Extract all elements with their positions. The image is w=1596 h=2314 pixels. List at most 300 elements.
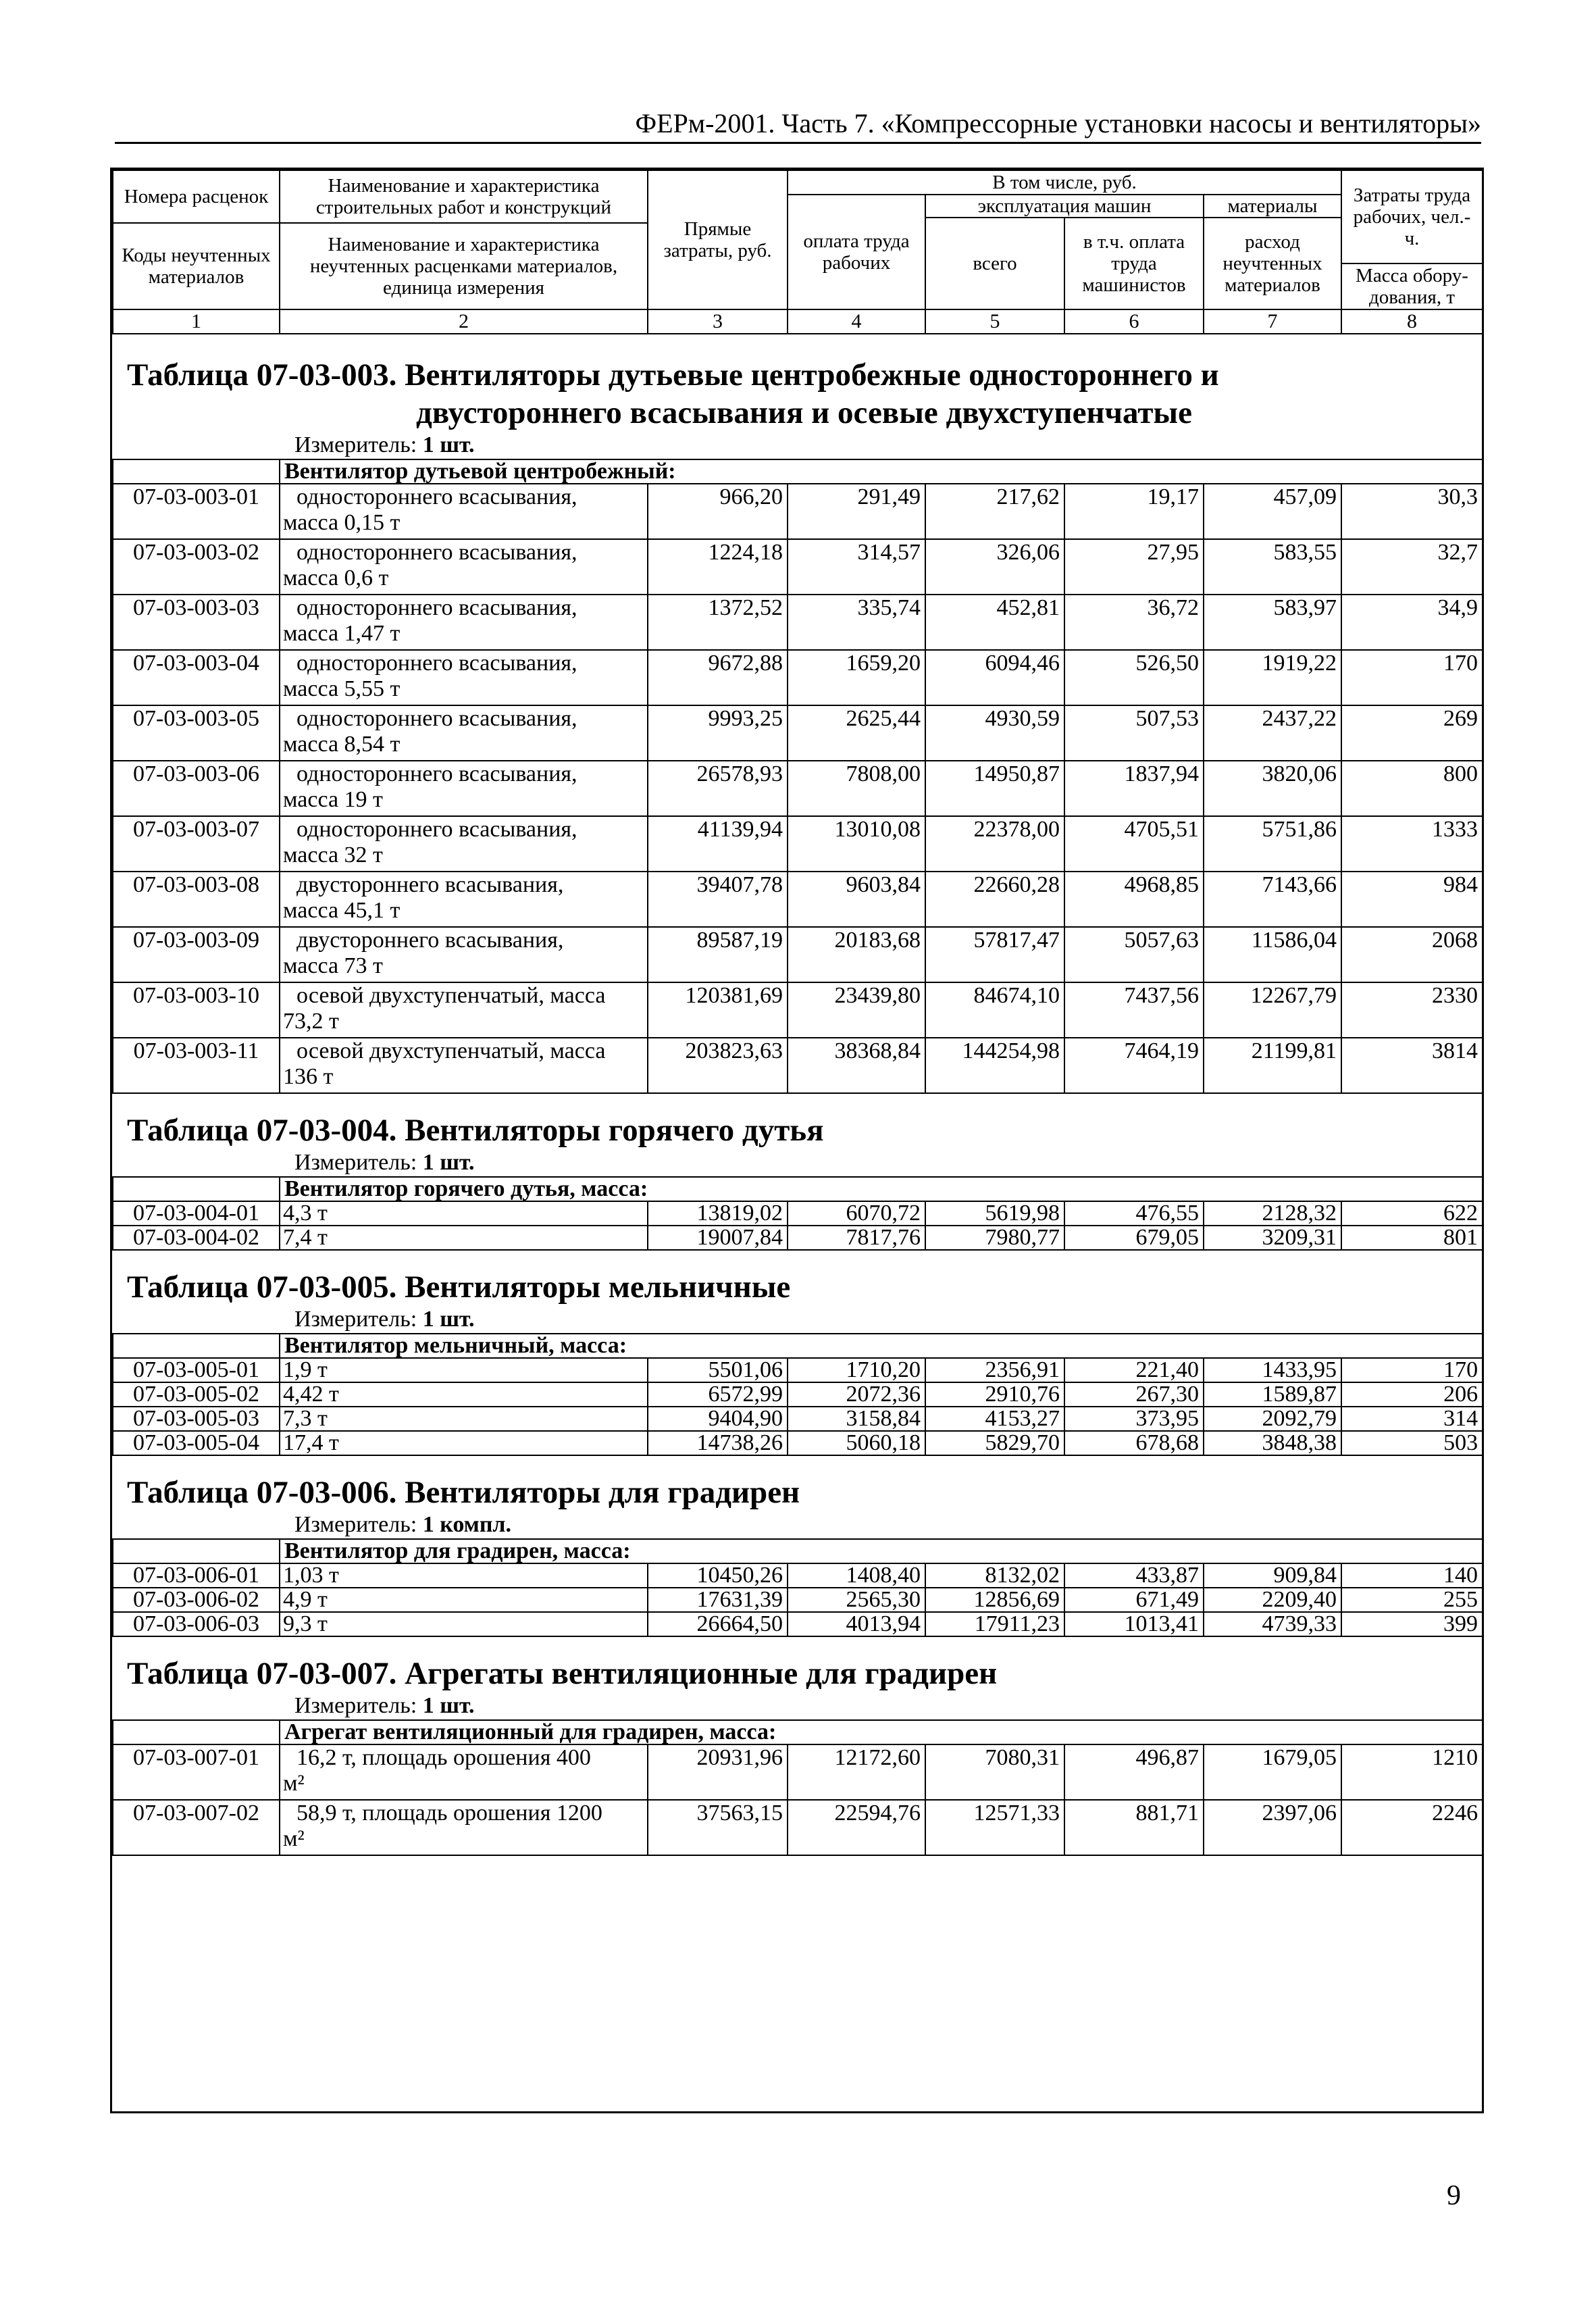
materials-cost: 2092,79 [1204, 1407, 1341, 1431]
rate-name-line1: 1,03 т [283, 1563, 339, 1588]
worker-pay: 2625,44 [788, 705, 925, 761]
materials-cost: 2437,22 [1204, 705, 1341, 761]
rate-name [280, 1588, 648, 1612]
machines-total: 22378,00 [925, 816, 1064, 872]
col8-bottom-header: Масса обору-дования, т [1341, 263, 1483, 309]
group-name: Вентилятор мельничный, масса: [280, 1334, 1483, 1358]
rate-name [280, 1800, 648, 1855]
table-row [113, 1612, 1483, 1636]
labor-hours: 3814 [1341, 1038, 1483, 1093]
materials-cost: 1589,87 [1204, 1382, 1341, 1407]
rate-name-line2: масса 0,6 т [283, 565, 389, 590]
direct-cost: 9672,88 [648, 650, 788, 705]
machines-total: 5829,70 [925, 1431, 1064, 1455]
rate-code: 07-03-003-02 [113, 539, 280, 595]
rate-name [280, 1358, 648, 1382]
col1-bottom-header: Коды неучтенных материалов [113, 223, 280, 309]
worker-pay: 1710,20 [788, 1358, 925, 1382]
rate-name-line2: 73,2 т [283, 1009, 339, 1034]
rate-name-line2: 136 т [283, 1064, 334, 1089]
table-row [113, 1358, 1483, 1382]
column-number: 6 [1064, 309, 1204, 334]
measure-unit [112, 1692, 1482, 1719]
rate-name-line2: масса 32 т [283, 842, 383, 867]
rate-name-line1: осевой двухступенчатый, масса [297, 983, 606, 1008]
column-number: 7 [1204, 309, 1341, 334]
group-row [113, 1539, 1483, 1563]
measure-label: Измеритель: [294, 1693, 417, 1718]
col1-top-header: Номера расценок [113, 170, 280, 223]
operator-pay: 1837,94 [1064, 761, 1204, 816]
rate-name [280, 816, 648, 872]
rate-name-line1: одностороннего всасывания, [297, 761, 577, 786]
direct-cost: 1224,18 [648, 539, 788, 595]
operator-pay: 671,49 [1064, 1588, 1204, 1612]
column-number: 3 [648, 309, 788, 334]
measure-unit [112, 1306, 1482, 1333]
rate-code: 07-03-006-02 [113, 1588, 280, 1612]
running-title: ФЕРм-2001. Часть 7. «Компрессорные установки насосы и вентиляторы» [635, 108, 1481, 139]
rate-name-line1: 17,4 т [283, 1431, 339, 1455]
labor-hours: 800 [1341, 761, 1483, 816]
table-title: Таблица 07-03-005. Вентиляторы мельничные [127, 1269, 791, 1305]
worker-pay: 4013,94 [788, 1612, 925, 1636]
measure-label: Измеритель: [294, 1512, 417, 1537]
col5-header: всего [925, 218, 1064, 309]
column-number: 1 [113, 309, 280, 334]
column-header-table [112, 170, 1483, 334]
machines-total: 217,62 [925, 484, 1064, 539]
measure-label: Измеритель: [294, 432, 417, 457]
rate-table-block [112, 334, 1482, 1094]
worker-pay: 2565,30 [788, 1588, 925, 1612]
rate-name-line1: одностороннего всасывания, [297, 540, 577, 565]
direct-cost: 39407,78 [648, 872, 788, 927]
rate-code: 07-03-005-03 [113, 1407, 280, 1431]
worker-pay: 2072,36 [788, 1382, 925, 1407]
rate-name-line2: масса 1,47 т [283, 621, 401, 646]
operator-pay: 373,95 [1064, 1407, 1204, 1431]
materials-header: материалы [1204, 195, 1341, 218]
operator-pay: 36,72 [1064, 595, 1204, 650]
rate-code: 07-03-004-02 [113, 1226, 280, 1250]
table-row [113, 595, 1483, 650]
direct-cost: 26664,50 [648, 1612, 788, 1636]
machines-total: 17911,23 [925, 1612, 1064, 1636]
labor-hours: 140 [1341, 1563, 1483, 1588]
operator-pay: 476,55 [1064, 1201, 1204, 1226]
rate-code: 07-03-003-01 [113, 484, 280, 539]
materials-cost: 3820,06 [1204, 761, 1341, 816]
machines-header: эксплуатация машин [925, 195, 1204, 218]
rate-name [280, 1563, 648, 1588]
rates-sheet [110, 168, 1484, 2113]
direct-cost: 5501,06 [648, 1358, 788, 1382]
rate-name-line1: двустороннего всасывания, [297, 872, 564, 897]
table-row [113, 982, 1483, 1038]
rate-name [280, 872, 648, 927]
group-code-cell [113, 1177, 280, 1201]
measure-unit [112, 1511, 1482, 1538]
machines-total: 7980,77 [925, 1226, 1064, 1250]
rate-name-line1: одностороннего всасывания, [297, 651, 577, 676]
rate-table [112, 459, 1483, 1094]
worker-pay: 3158,84 [788, 1407, 925, 1431]
labor-hours: 34,9 [1341, 595, 1483, 650]
rate-name-line1: 4,42 т [283, 1382, 339, 1407]
table-row [113, 1563, 1483, 1588]
rate-name [280, 1612, 648, 1636]
operator-pay: 507,53 [1064, 705, 1204, 761]
rate-code: 07-03-003-09 [113, 927, 280, 982]
measure-value: 1 шт. [422, 1307, 475, 1332]
direct-cost: 26578,93 [648, 761, 788, 816]
table-row [113, 539, 1483, 595]
operator-pay: 19,17 [1064, 484, 1204, 539]
rate-name-line1: одностороннего всасывания, [297, 595, 577, 620]
group-code-cell [113, 1539, 280, 1563]
rate-name-line1: 7,4 т [283, 1226, 328, 1250]
machines-total: 326,06 [925, 539, 1064, 595]
rate-name-line1: 9,3 т [283, 1612, 328, 1636]
rate-name-line1: одностороннего всасывания, [297, 484, 577, 509]
operator-pay: 881,71 [1064, 1800, 1204, 1855]
table-row [113, 1431, 1483, 1455]
rate-name [280, 595, 648, 650]
rate-table-block [112, 1094, 1482, 1251]
rate-name [280, 1226, 648, 1250]
materials-cost: 21199,81 [1204, 1038, 1341, 1093]
direct-cost: 14738,26 [648, 1431, 788, 1455]
rate-name [280, 927, 648, 982]
direct-cost: 9993,25 [648, 705, 788, 761]
labor-hours: 314 [1341, 1407, 1483, 1431]
machines-total: 8132,02 [925, 1563, 1064, 1588]
materials-cost: 1919,22 [1204, 650, 1341, 705]
measure-value: 1 шт. [422, 1150, 475, 1175]
machines-total: 22660,28 [925, 872, 1064, 927]
machines-total: 84674,10 [925, 982, 1064, 1038]
machines-total: 12571,33 [925, 1800, 1064, 1855]
table-row [113, 1201, 1483, 1226]
rate-code: 07-03-003-06 [113, 761, 280, 816]
direct-cost: 19007,84 [648, 1226, 788, 1250]
rate-name [280, 650, 648, 705]
worker-pay: 9603,84 [788, 872, 925, 927]
rate-name [280, 1431, 648, 1455]
rate-table-block [112, 1251, 1482, 1456]
rate-name-line2: масса 8,54 т [283, 732, 401, 757]
labor-hours: 399 [1341, 1612, 1483, 1636]
rate-table [112, 1333, 1483, 1456]
machines-total: 14950,87 [925, 761, 1064, 816]
rate-table [112, 1719, 1483, 1856]
materials-cost: 3209,31 [1204, 1226, 1341, 1250]
worker-pay: 1408,40 [788, 1563, 925, 1588]
rate-code: 07-03-006-03 [113, 1612, 280, 1636]
table-row [113, 927, 1483, 982]
labor-hours: 2068 [1341, 927, 1483, 982]
rate-name-line1: двустороннего всасывания, [297, 928, 564, 953]
rate-name-line1: 4,9 т [283, 1588, 328, 1612]
rate-name-line1: 16,2 т, площадь орошения 400 [297, 1745, 591, 1770]
operator-pay: 496,87 [1064, 1744, 1204, 1800]
rate-name-line2: масса 45,1 т [283, 898, 401, 923]
direct-cost: 9404,90 [648, 1407, 788, 1431]
machines-total: 452,81 [925, 595, 1064, 650]
materials-cost: 583,55 [1204, 539, 1341, 595]
materials-cost: 2397,06 [1204, 1800, 1341, 1855]
labor-hours: 2246 [1341, 1800, 1483, 1855]
rate-code: 07-03-003-11 [113, 1038, 280, 1093]
materials-cost: 7143,66 [1204, 872, 1341, 927]
table-row [113, 1588, 1483, 1612]
rate-name-line1: 1,9 т [283, 1358, 328, 1382]
worker-pay: 38368,84 [788, 1038, 925, 1093]
rate-name-line1: 4,3 т [283, 1201, 328, 1226]
direct-cost: 966,20 [648, 484, 788, 539]
materials-cost: 5751,86 [1204, 816, 1341, 872]
group-row [113, 1720, 1483, 1744]
worker-pay: 314,57 [788, 539, 925, 595]
rate-name [280, 1744, 648, 1800]
worker-pay: 335,74 [788, 595, 925, 650]
rate-name-line1: одностороннего всасывания, [297, 817, 577, 842]
rate-name-line1: 58,9 т, площадь орошения 1200 [297, 1801, 602, 1826]
table-row [113, 1407, 1483, 1431]
group-row [113, 1334, 1483, 1358]
rate-code: 07-03-003-04 [113, 650, 280, 705]
direct-cost: 17631,39 [648, 1588, 788, 1612]
table-title: Таблица 07-03-004. Вентиляторы горячего дутья [127, 1113, 824, 1148]
table-title: Таблица 07-03-006. Вентиляторы для градирен [127, 1475, 800, 1510]
column-number: 5 [925, 309, 1064, 334]
col4-header: оплата труда рабочих [788, 195, 925, 309]
operator-pay: 4705,51 [1064, 816, 1204, 872]
machines-total: 4930,59 [925, 705, 1064, 761]
materials-cost: 11586,04 [1204, 927, 1341, 982]
col8-top-header: Затраты труда рабочих, чел.-ч. [1341, 170, 1483, 263]
col7-header: расход неучтенных материалов [1204, 218, 1341, 309]
rate-code: 07-03-005-02 [113, 1382, 280, 1407]
worker-pay: 12172,60 [788, 1744, 925, 1800]
measure-value: 1 компл. [422, 1512, 512, 1537]
rate-name-line1: осевой двухступенчатый, масса [297, 1038, 606, 1063]
labor-hours: 269 [1341, 705, 1483, 761]
materials-cost: 909,84 [1204, 1563, 1341, 1588]
operator-pay: 5057,63 [1064, 927, 1204, 982]
direct-cost: 41139,94 [648, 816, 788, 872]
worker-pay: 1659,20 [788, 650, 925, 705]
labor-hours: 984 [1341, 872, 1483, 927]
worker-pay: 20183,68 [788, 927, 925, 982]
measure-value: 1 шт. [422, 432, 475, 457]
rate-code: 07-03-004-01 [113, 1201, 280, 1226]
rate-name-line2: м² [283, 1826, 305, 1851]
rate-tables [112, 334, 1482, 1856]
materials-cost: 3848,38 [1204, 1431, 1341, 1455]
operator-pay: 526,50 [1064, 650, 1204, 705]
table-row [113, 650, 1483, 705]
table-row [113, 705, 1483, 761]
machines-total: 4153,27 [925, 1407, 1064, 1431]
direct-cost: 37563,15 [648, 1800, 788, 1855]
machines-total: 12856,69 [925, 1588, 1064, 1612]
operator-pay: 267,30 [1064, 1382, 1204, 1407]
operator-pay: 7464,19 [1064, 1038, 1204, 1093]
rate-table [112, 1176, 1483, 1251]
col6-header: в т.ч. оплата труда машинистов [1064, 218, 1204, 309]
group-name: Вентилятор дутьевой центробежный: [280, 459, 1483, 484]
rate-name [280, 761, 648, 816]
column-number: 8 [1341, 309, 1483, 334]
measure-label: Измеритель: [294, 1150, 417, 1175]
group-name: Вентилятор для градирен, масса: [280, 1539, 1483, 1563]
rate-code: 07-03-006-01 [113, 1563, 280, 1588]
table-row [113, 1800, 1483, 1855]
table-row [113, 1038, 1483, 1093]
running-header [115, 108, 1481, 144]
col2-bottom-header: Наименование и характеристика неучтенных расценками материалов, единица измерения [280, 223, 648, 309]
table-row [113, 484, 1483, 539]
materials-cost: 2128,32 [1204, 1201, 1341, 1226]
worker-pay: 7817,76 [788, 1226, 925, 1250]
rate-name [280, 1407, 648, 1431]
measure-unit [112, 432, 1482, 459]
machines-total: 144254,98 [925, 1038, 1064, 1093]
worker-pay: 5060,18 [788, 1431, 925, 1455]
worker-pay: 6070,72 [788, 1201, 925, 1226]
operator-pay: 1013,41 [1064, 1612, 1204, 1636]
group-row [113, 1177, 1483, 1201]
labor-hours: 503 [1341, 1431, 1483, 1455]
worker-pay: 7808,00 [788, 761, 925, 816]
rate-code: 07-03-003-03 [113, 595, 280, 650]
operator-pay: 27,95 [1064, 539, 1204, 595]
table-row [113, 1226, 1483, 1250]
materials-cost: 457,09 [1204, 484, 1341, 539]
rate-name [280, 705, 648, 761]
group-row [113, 459, 1483, 484]
labor-hours: 170 [1341, 650, 1483, 705]
labor-hours: 32,7 [1341, 539, 1483, 595]
measure-label: Измеритель: [294, 1307, 417, 1332]
group-code-cell [113, 459, 280, 484]
operator-pay: 679,05 [1064, 1226, 1204, 1250]
col3-header: Прямые затраты, руб. [648, 170, 788, 309]
worker-pay: 23439,80 [788, 982, 925, 1038]
rate-code: 07-03-005-01 [113, 1358, 280, 1382]
column-number-row [113, 309, 1483, 334]
machines-total: 2910,76 [925, 1382, 1064, 1407]
rate-name-line2: масса 73 т [283, 953, 383, 978]
materials-cost: 1433,95 [1204, 1358, 1341, 1382]
materials-cost: 583,97 [1204, 595, 1341, 650]
worker-pay: 22594,76 [788, 1800, 925, 1855]
labor-hours: 206 [1341, 1382, 1483, 1407]
materials-cost: 12267,79 [1204, 982, 1341, 1038]
table-row [113, 1382, 1483, 1407]
machines-total: 5619,98 [925, 1201, 1064, 1226]
machines-total: 7080,31 [925, 1744, 1064, 1800]
materials-cost: 4739,33 [1204, 1612, 1341, 1636]
column-number: 2 [280, 309, 648, 334]
measure-unit [112, 1149, 1482, 1176]
rate-code: 07-03-003-05 [113, 705, 280, 761]
direct-cost: 6572,99 [648, 1382, 788, 1407]
including-header: В том числе, руб. [788, 170, 1341, 195]
machines-total: 2356,91 [925, 1358, 1064, 1382]
page-number: 9 [1447, 2180, 1461, 2211]
worker-pay: 291,49 [788, 484, 925, 539]
group-name: Агрегат вентиляционный для градирен, масса: [280, 1720, 1483, 1744]
rate-name-line1: одностороннего всасывания, [297, 706, 577, 731]
direct-cost: 10450,26 [648, 1563, 788, 1588]
rate-code: 07-03-007-01 [113, 1744, 280, 1800]
rate-name-line2: масса 19 т [283, 787, 383, 812]
rate-name [280, 1201, 648, 1226]
rate-name [280, 539, 648, 595]
measure-value: 1 шт. [422, 1693, 475, 1718]
column-number: 4 [788, 309, 925, 334]
table-title: Таблица 07-03-007. Агрегаты вентиляционные для градирен [127, 1656, 998, 1691]
direct-cost: 20931,96 [648, 1744, 788, 1800]
table-title-continued: двустороннего всасывания и осевые двухступенчатые [416, 395, 1192, 430]
col2-top-header: Наименование и характеристика строительных работ и конструкций [280, 170, 648, 223]
operator-pay: 678,68 [1064, 1431, 1204, 1455]
rate-name [280, 484, 648, 539]
direct-cost: 203823,63 [648, 1038, 788, 1093]
rate-code: 07-03-003-10 [113, 982, 280, 1038]
materials-cost: 1679,05 [1204, 1744, 1341, 1800]
worker-pay: 13010,08 [788, 816, 925, 872]
direct-cost: 89587,19 [648, 927, 788, 982]
table-row [113, 816, 1483, 872]
operator-pay: 4968,85 [1064, 872, 1204, 927]
rate-name-line2: масса 5,55 т [283, 676, 401, 701]
table-title: Таблица 07-03-003. Вентиляторы дутьевые центробежные одностороннего и [127, 357, 1219, 393]
table-row [113, 872, 1483, 927]
labor-hours: 170 [1341, 1358, 1483, 1382]
group-code-cell [113, 1334, 280, 1358]
labor-hours: 801 [1341, 1226, 1483, 1250]
labor-hours: 255 [1341, 1588, 1483, 1612]
rate-name [280, 982, 648, 1038]
rate-table-block [112, 1456, 1482, 1637]
rate-name-line2: м² [283, 1771, 305, 1796]
operator-pay: 7437,56 [1064, 982, 1204, 1038]
rate-table [112, 1538, 1483, 1637]
rate-name-line2: масса 0,15 т [283, 510, 401, 535]
rate-code: 07-03-003-07 [113, 816, 280, 872]
machines-total: 6094,46 [925, 650, 1064, 705]
labor-hours: 622 [1341, 1201, 1483, 1226]
group-name: Вентилятор горячего дутья, масса: [280, 1177, 1483, 1201]
group-code-cell [113, 1720, 280, 1744]
operator-pay: 221,40 [1064, 1358, 1204, 1382]
operator-pay: 433,87 [1064, 1563, 1204, 1588]
direct-cost: 120381,69 [648, 982, 788, 1038]
direct-cost: 13819,02 [648, 1201, 788, 1226]
labor-hours: 2330 [1341, 982, 1483, 1038]
table-row [113, 761, 1483, 816]
rate-code: 07-03-007-02 [113, 1800, 280, 1855]
table-row [113, 1744, 1483, 1800]
rate-code: 07-03-005-04 [113, 1431, 280, 1455]
rate-table-block [112, 1637, 1482, 1856]
rate-name [280, 1038, 648, 1093]
labor-hours: 1210 [1341, 1744, 1483, 1800]
